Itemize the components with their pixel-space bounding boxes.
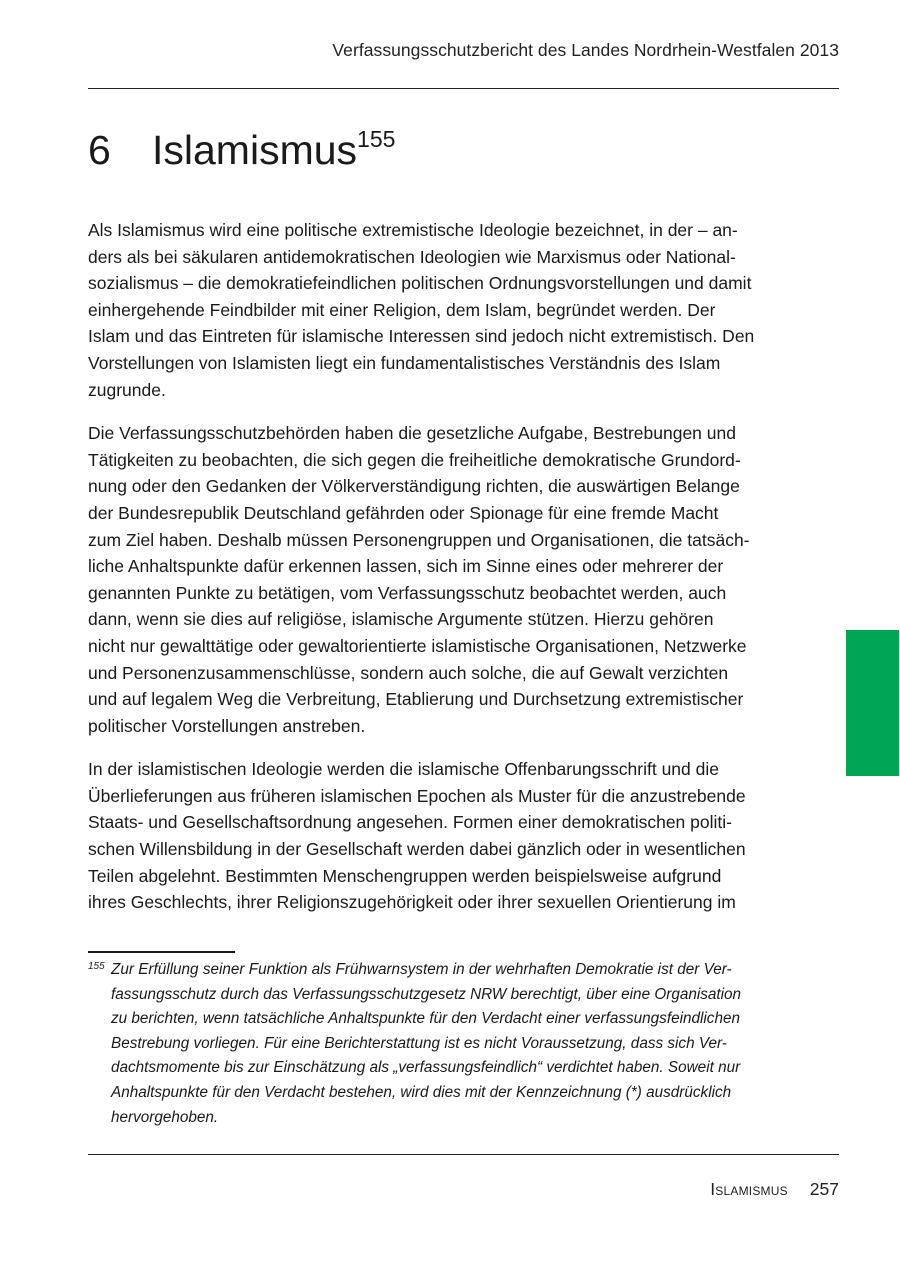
text-line: Teilen abgelehnt. Bestimmten Menschengruppen werden beispielsweise aufgrund	[88, 865, 722, 886]
text-line: Die Verfassungsschutzbehörden haben die gesetzliche Aufgabe, Bestrebungen und	[88, 423, 736, 444]
text-line: und Personenzusammenschlüsse, sondern auch solche, die auf Gewalt verzichten	[88, 662, 729, 683]
page-footer	[88, 1179, 839, 1200]
text-line: ihres Geschlechts, ihrer Religionszugehörigkeit oder ihrer sexuellen Orientierung im	[88, 892, 736, 913]
footnote-line: Anhaltspunkte für den Verdacht bestehen, wird dies mit der Kennzeichnung (*) ausdrücklich	[111, 1083, 732, 1101]
footnote-reference: 155	[357, 126, 396, 152]
text-line: schen Willensbildung in der Gesellschaft werden dabei gänzlich oder in wesentlichen	[88, 839, 746, 860]
text-line: genannten Punkte zu betätigen, vom Verfassungsschutz beobachtet werden, auch	[88, 582, 727, 603]
text-line: politischer Vorstellungen anstreben.	[88, 715, 366, 736]
footnote	[88, 958, 800, 1130]
text-line: Staats- und Gesellschaftsordnung angesehen. Formen einer demokratischen politi-	[88, 812, 732, 833]
text-line: liche Anhaltspunkte dafür erkennen lassen, sich im Sinne eines oder mehrerer der	[88, 556, 724, 577]
text-line: der Bundesrepublik Deutschland gefährden oder Spionage für eine fremde Macht	[88, 502, 719, 523]
text-line: zugrunde.	[88, 379, 166, 400]
text-line: zum Ziel haben. Deshalb müssen Personengruppen und Organisationen, die tatsäch-	[88, 529, 750, 550]
text-line: ders als bei säkularen antidemokratischen Ideologien wie Marxismus oder National-	[88, 246, 736, 267]
chapter-title	[152, 127, 395, 173]
header-rule	[88, 88, 839, 89]
text-line: und auf legalem Weg die Verbreitung, Etablierung und Durchsetzung extremistischer	[88, 689, 744, 710]
text-line: Vorstellungen von Islamisten liegt ein fundamentalistisches Verständnis des Islam	[88, 352, 721, 373]
footnote-line: dachtsmomente bis zur Einschätzung als „verfassungsfeindlich“ verdichtet haben. Soweit nur	[111, 1059, 741, 1077]
footnote-line: fassungsschutz durch das Verfassungsschutzgesetz NRW berechtigt, über eine Organisation	[111, 985, 742, 1003]
footer-section-title: Islamismus	[710, 1179, 788, 1199]
paragraph-1	[88, 217, 800, 403]
text-line: Als Islamismus wird eine politische extremistische Ideologie bezeichnet, in der – an-	[88, 220, 738, 240]
paragraph-spacer	[88, 739, 800, 756]
paragraph-3	[88, 756, 800, 916]
chapter-number: 6	[88, 127, 111, 173]
chapter-heading	[88, 124, 395, 182]
footnote-mark: 155	[88, 961, 105, 972]
footnote-line: Zur Erfüllung seiner Funktion als Frühwarnsystem in der wehrhaften Demokratie ist der Ver-	[111, 961, 732, 978]
paragraph-spacer	[88, 403, 800, 420]
footnote-line: zu berichten, wenn tatsächliche Anhaltspunkte für den Verdacht einer verfassungsfeindlichen	[111, 1010, 740, 1028]
page-number: 257	[809, 1179, 839, 1199]
text-line: Tätigkeiten zu beobachten, die sich gegen die freiheitliche demokratische Grundord-	[88, 449, 741, 470]
text-line: In der islamistischen Ideologie werden die islamische Offenbarungsschrift und die	[88, 759, 719, 780]
footnote-line: Bestrebung vorliegen. Für eine Berichterstattung ist es nicht Voraussetzung, dass sich Ver-	[111, 1034, 727, 1052]
running-header: Verfassungsschutzbericht des Landes Nordrhein-Westfalen 2013	[332, 40, 839, 60]
footnote-rule	[88, 951, 235, 953]
text-line: einhergehende Feindbilder mit einer Religion, dem Islam, begründet werden. Der	[88, 299, 716, 320]
text-line: nicht nur gewalttätige oder gewaltorientierte islamistische Organisationen, Netzwerke	[88, 635, 747, 656]
text-line: Überlieferungen aus früheren islamischen Epochen als Muster für die anzustrebende	[88, 785, 746, 806]
footer-rule	[88, 1154, 839, 1155]
chapter-title-text: Islamismus	[152, 127, 358, 173]
text-line: Islam und das Eintreten für islamische Interessen sind jedoch nicht extremistisch. Den	[88, 326, 755, 347]
text-line: dann, wenn sie dies auf religiöse, islamische Argumente stützen. Hierzu gehören	[88, 609, 714, 630]
text-line: nung oder den Gedanken der Völkerverständigung richten, die auswärtigen Belange	[88, 476, 740, 497]
paragraph-2	[88, 420, 800, 739]
footnote-line: hervorgehoben.	[111, 1108, 219, 1126]
footnote-text	[111, 958, 800, 1130]
chapter-side-tab	[846, 630, 899, 776]
body-text	[88, 217, 800, 916]
text-line: sozialismus – die demokratiefeindlichen politischen Ordnungsvorstellungen und damit	[88, 273, 752, 294]
